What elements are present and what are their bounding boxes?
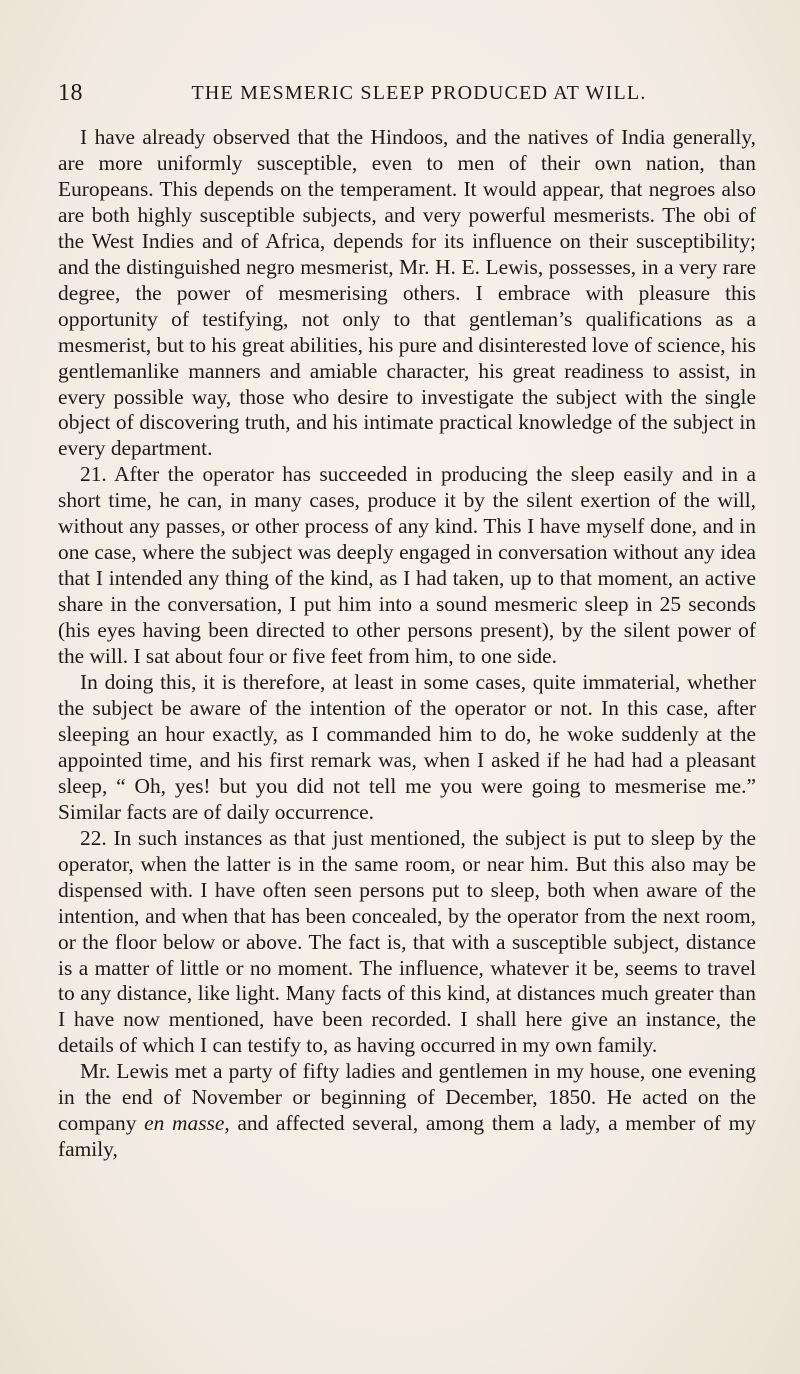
paragraph-1: I have already observed that the Hindoos, and the natives of India generally, are more uniformly susceptible, even to men of their own nation, than Europeans. This depends on the temperament. It would appear, that negroes also are both highly susceptible subjects, and very powerful mesmerists. The obi of the West Indies and of Africa, depends for its influence on their susceptibility; and the distinguished negro mesmerist, Mr. H. E. Lewis, possesses, in a very rare degree, the power of mesmerising others. I embrace with pleasure this opportunity of testifying, not only to that gentleman’s qualifications as a mesmerist, but to his great abilities, his pure and disinterested love of science, his gentlemanlike manners and amiable character, his great readiness to assist, in every possible way, those who desire to investigate the subject with the single object of discovering truth, and his intimate practical knowledge of the subject in every department. — [58, 125, 756, 461]
page-number: 18 — [58, 80, 83, 106]
paragraph-lewis — [58, 1059, 756, 1163]
paragraph-21: 21. After the operator has succeeded in producing the sleep easily and in a short time, he can, in many cases, produce it by the silent exertion of the will, without any passes, or other process of any kind. This I have myself done, and in one case, where the subject was deeply engaged in conversation without any idea that I intended any thing of the kind, as I had taken, up to that moment, an active share in the conversation, I put him into a sound mesmeric sleep in 25 seconds (his eyes having been directed to other persons present), by the silent power of the will. I sat about four or five feet from him, to one side. — [58, 462, 756, 669]
running-title: THE MESMERIC SLEEP PRODUCED AT WILL. — [191, 82, 647, 104]
page-header — [58, 80, 756, 110]
body-text — [58, 125, 756, 1163]
italic-phrase: en masse — [144, 1111, 225, 1136]
paragraph-lewis-start: Mr. Lewis met a party of fifty ladies and gentlemen in my house, one evening in the end of November or beginning of December, 1850. He acted on the company — [58, 1059, 756, 1136]
paragraph-continuation: In doing this, it is therefore, at least in some cases, quite immaterial, whether the subject be aware of the intention of the operator or not. In this case, after sleeping an hour exactly, as I commanded him to do, he woke suddenly at the appointed time, and his first remark was, when I asked if he had had a pleasant sleep, “ Oh, yes! but you did not tell me you were going to mesmerise me.” Similar facts are of daily occurrence. — [58, 670, 756, 824]
paragraph-lewis-end: , and affected several, among them a lady, a member of my family, — [58, 1111, 756, 1162]
paragraph-22: 22. In such instances as that just mentioned, the subject is put to sleep by the operator, when the latter is in the same room, or near him. But this also may be dispensed with. I have often seen persons put to sleep, both when aware of the intention, and when that has been concealed, by the operator from the next room, or the floor below or above. The fact is, that with a susceptible subject, distance is a matter of little or no moment. The influence, whatever it be, seems to travel to any distance, like light. Many facts of this kind, at distances much greater than I have now mentioned, have been recorded. I shall here give an instance, the details of which I can testify to, as having occurred in my own family. — [58, 825, 756, 1058]
